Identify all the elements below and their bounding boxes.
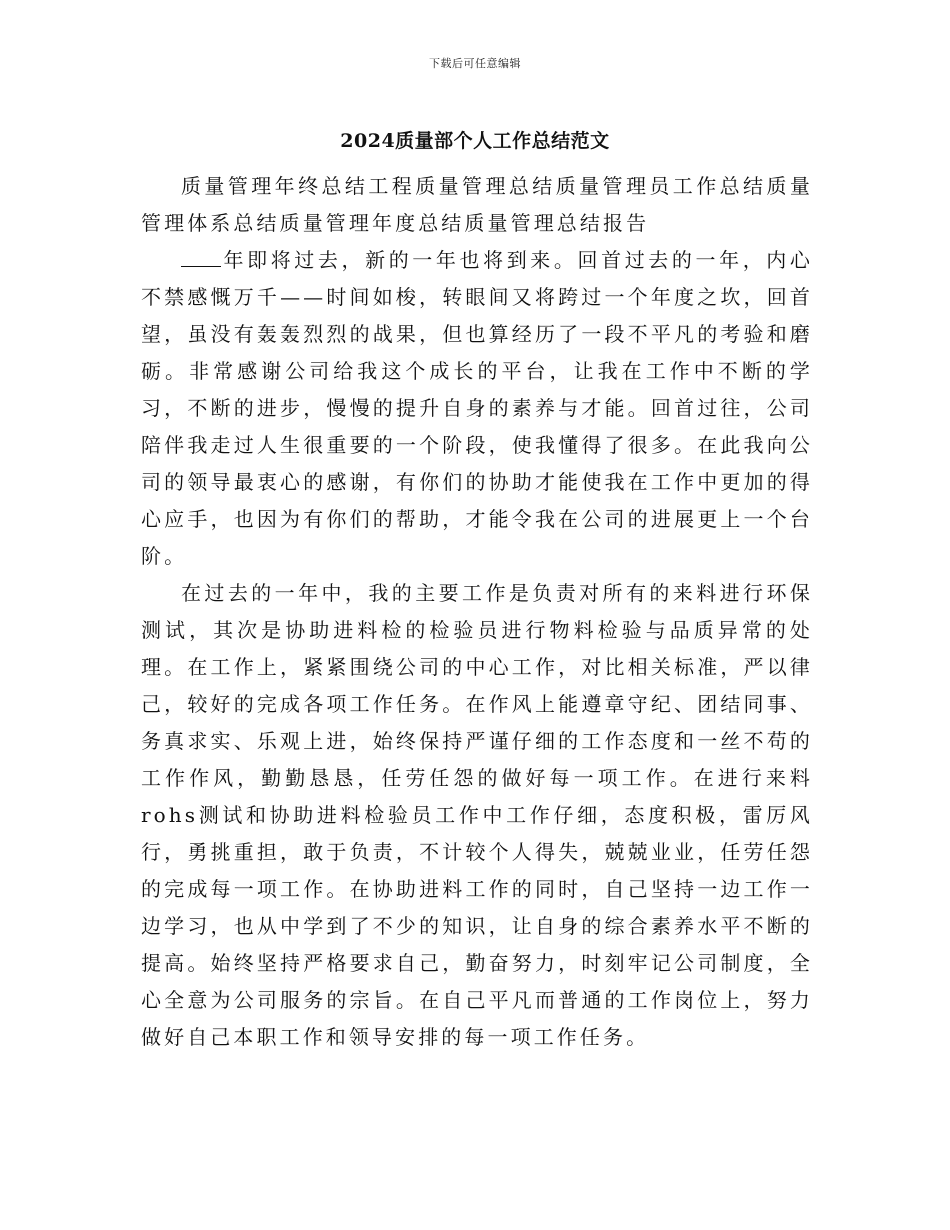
document-body <box>141 168 813 1056</box>
paragraph-work: 在过去的一年中，我的主要工作是负责对所有的来料进行环保测试，其次是协助进料检的检验员进行物料检验与品质异常的处理。在工作上，紧紧围绕公司的中心工作，对比相关标准，严以律己，较好的完成各项工作任务。在作风上能遵章守纪、团结同事、务真求实、乐观上进，始终保持严谨仔细的工作态度和一丝不苟的工作作风，勤勤恳恳，任劳任怨的做好每一项工作。在进行来料rohs测试和协助进料检验员工作中工作仔细，态度积极，雷厉风行，勇挑重担，敢于负责，不计较个人得失，兢兢业业，任劳任怨的完成每一项工作。在协助进料工作的同时，自己坚持一边工作一边学习，也从中学到了不少的知识，让自身的综合素养水平不断的提高。始终坚持严格要求自己，勤奋努力，时刻牢记公司制度，全心全意为公司服务的宗旨。在自己平凡而普通的工作岗位上，努力做好自己本职工作和领导安排的每一项工作任务。 <box>141 581 813 1049</box>
paragraph-intro-text: 年即将过去，新的一年也将到来。回首过去的一年，内心不禁感慨万千——时间如梭，转眼间又将跨过一个年度之坎，回首望，虽没有轰轰烈烈的战果，但也算经历了一段不平凡的考验和磨砺。非常感谢公司给我这个成长的平台，让我在工作中不断的学习，不断的进步，慢慢的提升自身的素养与才能。回首过往，公司陪伴我走过人生很重要的一个阶段，使我懂得了很多。在此我向公司的领导最衷心的感谢，有你们的协助才能使我在工作中更加的得心应手，也因为有你们的帮助，才能令我在公司的进展更上一个台阶。 <box>141 248 813 568</box>
paragraph-intro <box>141 242 813 575</box>
document-title: 2024质量部个人工作总结范文 <box>340 130 610 152</box>
year-blank <box>181 248 221 267</box>
header-note: 下载后可任意编辑 <box>429 57 521 70</box>
paragraph-keywords: 质量管理年终总结工程质量管理总结质量管理员工作总结质量管理体系总结质量管理年度总结质量管理总结报告 <box>141 174 813 235</box>
